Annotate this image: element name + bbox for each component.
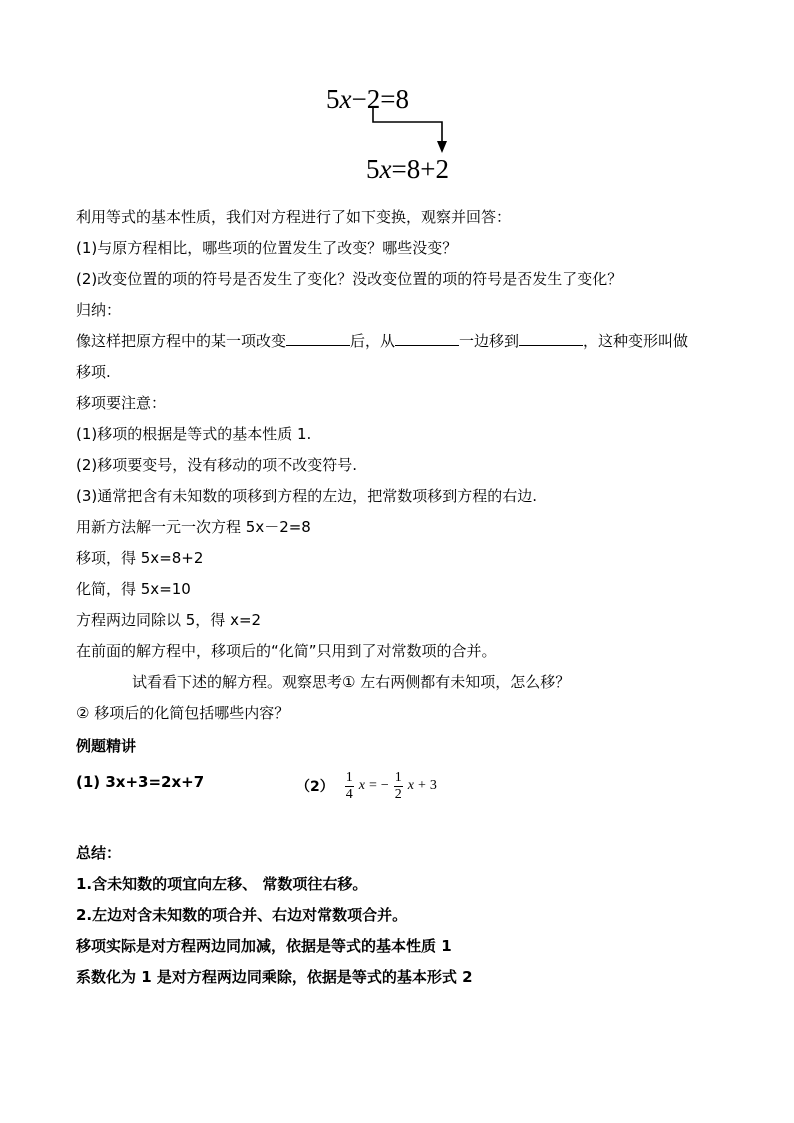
example-1: (1) 3x+3=2x+7 bbox=[76, 773, 205, 791]
solve-intro: 用新方法解一元一次方程 5x－2=8 bbox=[76, 518, 311, 536]
conclusion-heading: 总结： bbox=[76, 844, 122, 862]
think-line-2: ② 移项后的化简包括哪些内容？ bbox=[76, 704, 290, 722]
conclusion-1: 1.含未知数的项宜向左移、 常数项往右移。 bbox=[76, 875, 368, 893]
original-equation: 5x−2=8 bbox=[326, 84, 409, 114]
example-2: （2） $\frac{1}{4}$ x = − $\frac{1}{2}$ x + 3 bbox=[296, 769, 437, 802]
note-1: (1)移项的根据是等式的基本性质 1. bbox=[76, 425, 312, 443]
conclusion-2: 2.左边对含未知数的项合并、右边对常数项合并。 bbox=[76, 906, 408, 924]
conclusion-4: 系数化为 1 是对方程两边同乘除，依据是等式的基本形式 2 bbox=[76, 968, 473, 986]
definition-line: 像这样把原方程中的某一项改变 后，从 一边移到 ，这种变形叫做 bbox=[76, 332, 689, 350]
question-2: (2)改变位置的项的符号是否发生了变化？没改变位置的项的符号是否发生了变化？ bbox=[76, 270, 623, 288]
fraction-quarter: $\frac{1}{4}$ bbox=[345, 769, 353, 802]
notes-heading: 移项要注意： bbox=[76, 394, 167, 412]
note-2: (2)移项要变号，没有移动的项不改变符号. bbox=[76, 456, 358, 474]
think-line-1: 试看看下述的解方程。观察思考① 左右两侧都有未知项，怎么移？ bbox=[132, 673, 571, 691]
fill-blank-2[interactable] bbox=[395, 331, 459, 346]
note-3: (3)通常把含有未知数的项移到方程的左边，把常数项移到方程的右边. bbox=[76, 487, 538, 505]
conclusion-3: 移项实际是对方程两边同加减，依据是等式的基本性质 1 bbox=[76, 937, 452, 955]
solve-step-2: 化简，得 5x=10 bbox=[76, 580, 191, 598]
observation-line: 在前面的解方程中，移项后的“化简”只用到了对常数项的合并。 bbox=[76, 642, 497, 660]
example-2-label: （2） bbox=[296, 779, 334, 795]
fraction-half: $\frac{1}{2}$ bbox=[394, 769, 402, 802]
solve-step-3: 方程两边同除以 5，得 x=2 bbox=[76, 611, 262, 629]
summary-heading: 归纳： bbox=[76, 301, 122, 319]
fill-blank-3[interactable] bbox=[519, 331, 583, 346]
examples-heading: 例题精讲 bbox=[76, 737, 137, 755]
fill-blank-1[interactable] bbox=[286, 331, 350, 346]
solve-step-1: 移项，得 5x=8+2 bbox=[76, 549, 204, 567]
definition-term: 移项. bbox=[76, 363, 111, 381]
transformed-equation: 5x=8+2 bbox=[366, 154, 449, 184]
question-1: (1)与原方程相比，哪些项的位置发生了改变？哪些没变？ bbox=[76, 239, 458, 257]
intro-line: 利用等式的基本性质，我们对方程进行了如下变换，观察并回答： bbox=[76, 208, 512, 226]
